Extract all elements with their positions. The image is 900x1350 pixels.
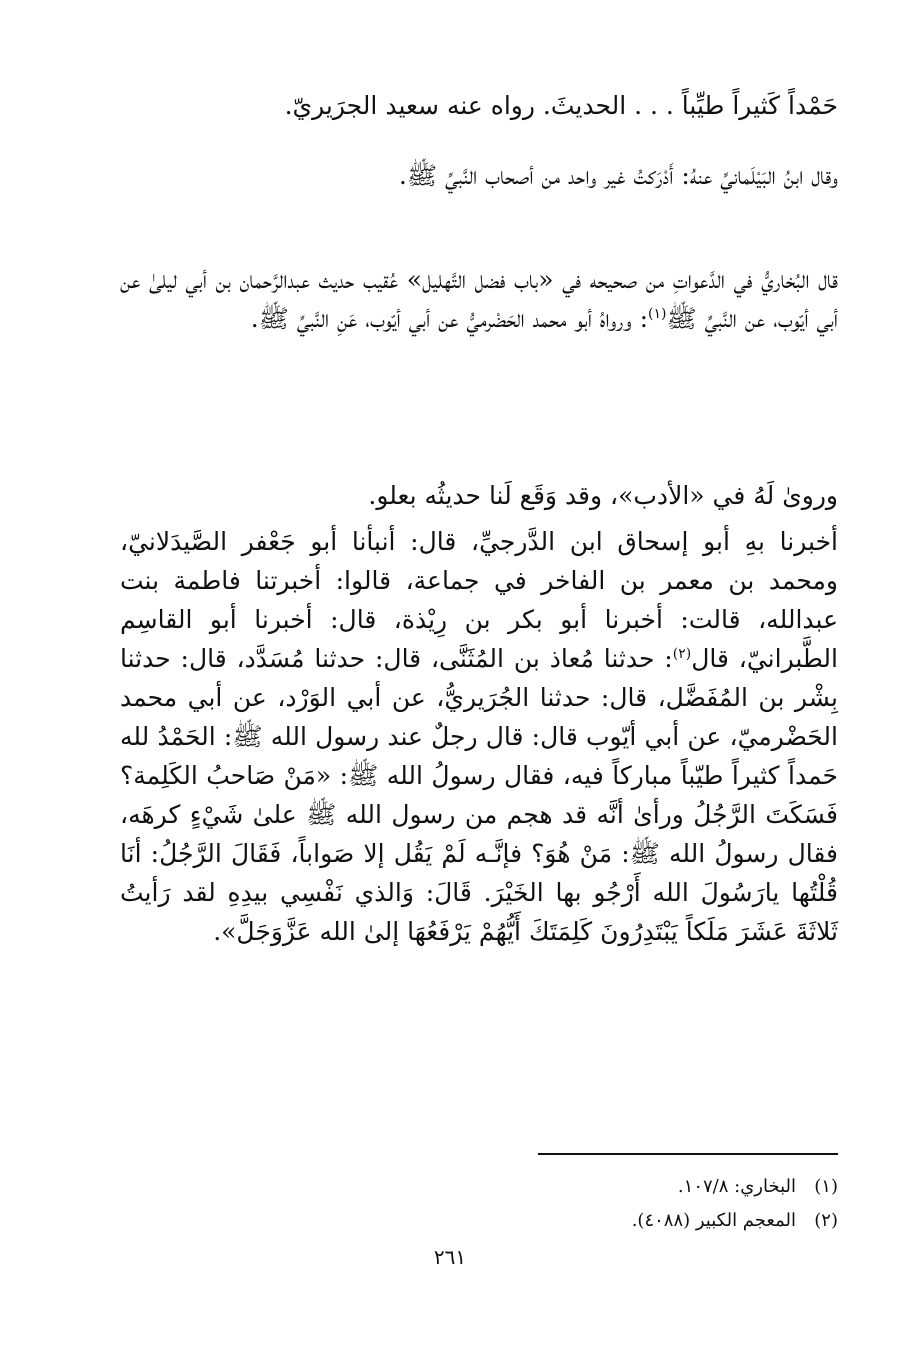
paragraph-5-continuation: : حدثنا مُعاذ بن المُثَنَّى، قال: حدثنا مُسَدَّد، قال: حدثنا بِشْر بن المُفَضَّل، قال: حدثنا الجُرَيريُّ، عن أبي الوَرْد، عن أبي محمد الحَضْرميّ، عن أبي أيّوب قال: قال رجلٌ عند رسول الله ﷺ: الحَمْدُ لله حَمداً كثيراً طيّباً مباركاً فيه، فقال رسولُ الله ﷺ: «مَنْ صَاحبُ الكَلِمة؟ فَسَكَتَ الرَّجُلُ ورأىٰ أنَّه قد هجم من رسول الله ﷺ علىٰ شَيْءٍ كرهَه، فقال رسولُ الله ﷺ: مَنْ هُوَ؟ فإنَّـه لَمْ يَقُل إلا صَواباً، فَقَالَ الرَّجُلُ: أنَا قُلْتُها يارَسُولَ الله أَرْجُو بها الخَيْرَ. قَالَ: وَالذي نَفْسِي بيدِهِ لقد رَأيتُ ثَلاثَةَ عَشَرَ مَلَكاً يَبْتَدِرُونَ كَلِمَتَكَ أَيُّهُمْ يَرْفَعُهَا إلىٰ الله عَزَّوَجَلَّ». <box>120 644 838 946</box>
footnote-ref-1[interactable]: (١) <box>648 306 667 322</box>
footnotes <box>120 1170 838 1238</box>
footnote-ref-2[interactable]: (٢) <box>672 646 692 662</box>
footnote-2 <box>120 1204 838 1238</box>
footnote-divider <box>538 1153 838 1155</box>
footnote-1 <box>120 1170 838 1204</box>
page-number: ٢٦١ <box>433 1245 467 1269</box>
paragraph-3 <box>120 260 838 338</box>
paragraph-2: وقال ابنُ البَيْلَمانيِّ عنهُ: أَدْرَكتُ غير واحد من أصحاب النَّبيِّ ﷺ. <box>398 161 838 190</box>
footnote-number: (١) <box>814 1176 838 1197</box>
paragraph-1: حَمْداً كَثيراً طيِّباً . . . الحديثَ. رواه عنه سعيد الجرَيريّ. <box>284 91 838 120</box>
paragraph-4: وروىٰ لَهُ في «الأدب»، وقد وَقَع لَنا حديثُه بعلو. <box>368 481 838 510</box>
footnote-text: البخاري: ١٠٧/٨. <box>677 1176 796 1197</box>
paragraph-3-text: قال البُخاريُّ في الدَّعواتِ من صحيحه في «باب فضل التَّهليل» عُقيب حديث عبدالرَّحمان بن أبي ليلىٰ عن أبي أيّوب، عن النَّبيِّ ﷺ <box>120 265 838 333</box>
footnote-text: المعجم الكبير (٤٠٨٨). <box>631 1210 796 1231</box>
paragraph-5-text: أخبرنا بهِ أبو إسحاق ابن الدَّرجيِّ، قال: أنبأنا أبو جَعْفر الصَّيدَلانيّ، ومحمد بن معمر بن الفاخر في جماعة، قالوا: أخبرتنا فاطمة بنت عبدالله، قالت: أخبرنا أبو بكر بن رِيْذة، قال: أخبرنا أبو القاسِم الطَّبرانيّ، قال <box>120 527 838 673</box>
footnote-number: (٢) <box>814 1210 838 1231</box>
paragraph-5 <box>120 522 838 951</box>
paragraph-3-continuation: : ورواهُ أبو محمد الحَضْرميُّ عن أبي أيّوب، عَنِ النَّبيِّ ﷺ. <box>250 304 649 333</box>
